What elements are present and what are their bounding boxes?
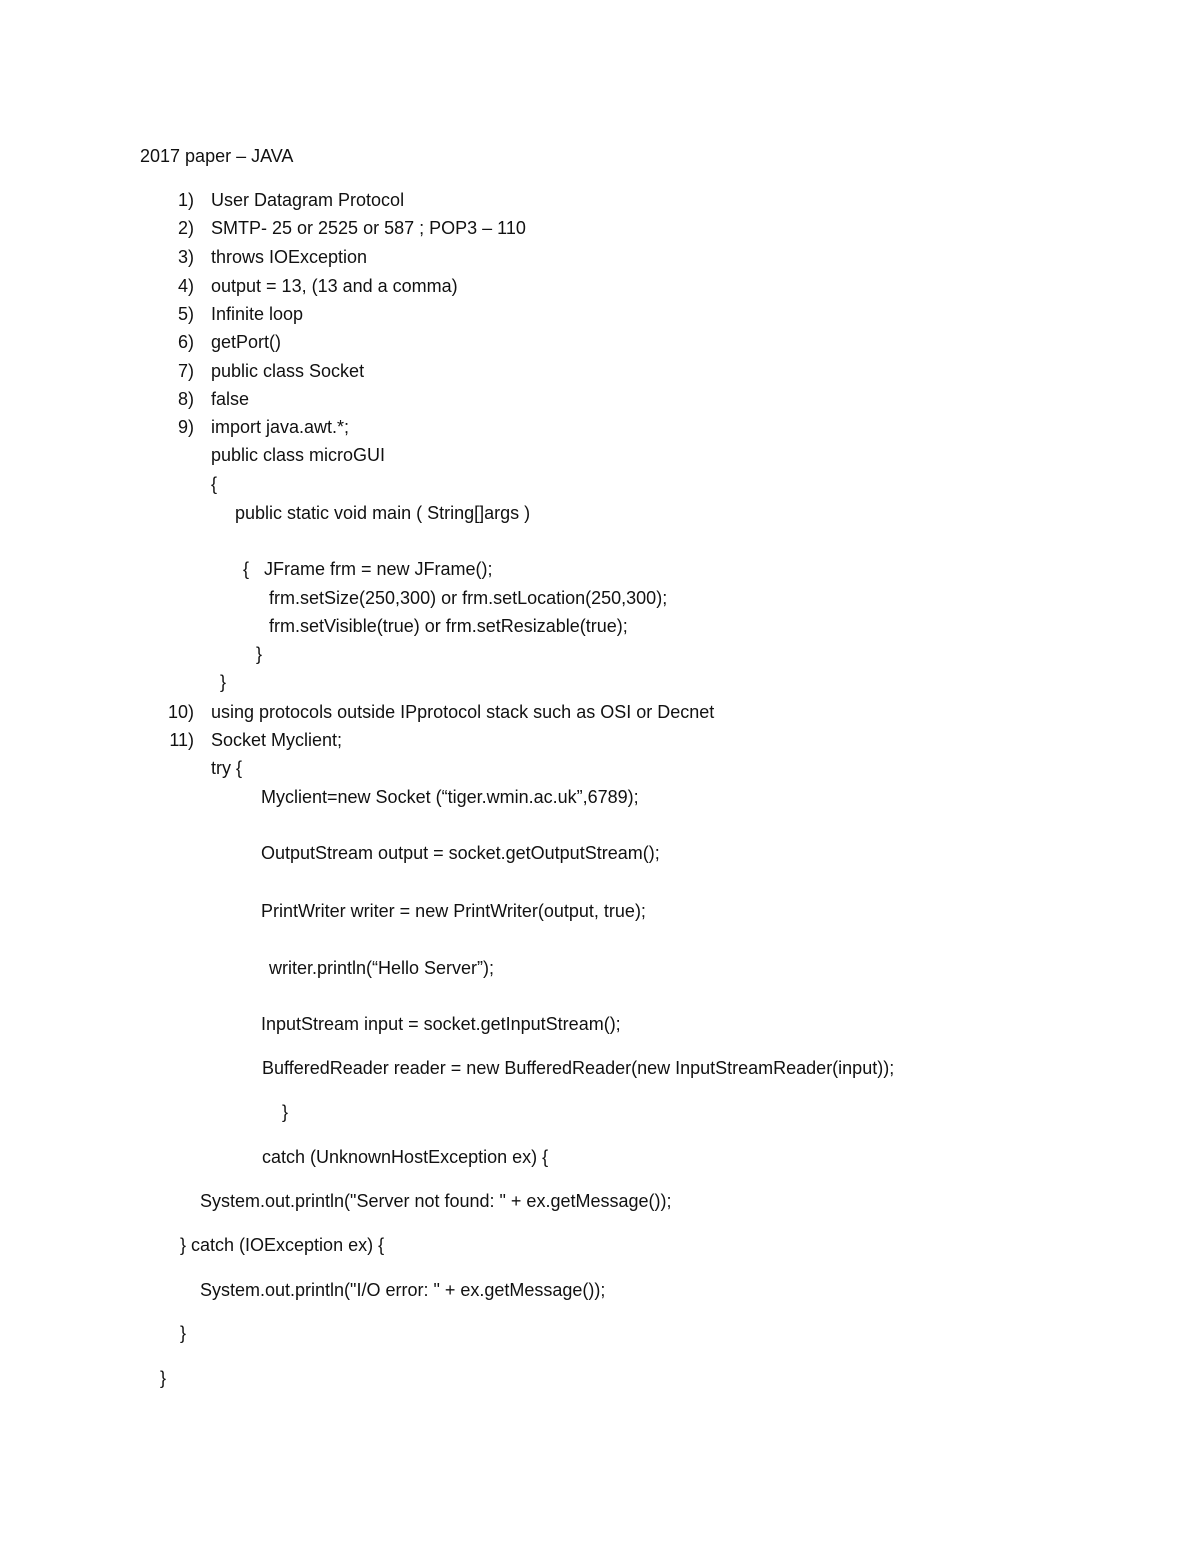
answer-text: SMTP- 25 or 2525 or 587 ; POP3 – 110 — [211, 218, 526, 238]
code-line: System.out.println("I/O error: " + ex.getMessage()); — [200, 1280, 606, 1300]
answer-number: 2) — [177, 218, 194, 238]
code-line: BufferedReader reader = new BufferedReader(new InputStreamReader(input)); — [262, 1058, 895, 1078]
code-line: frm.setVisible(true) or frm.setResizable(true); — [269, 616, 628, 636]
answer-number: 7) — [177, 361, 194, 381]
code-line: } catch (IOException ex) { — [180, 1235, 385, 1255]
code-line: Socket Myclient; — [211, 730, 343, 750]
code-line: writer.println(“Hello Server”); — [269, 958, 495, 978]
code-line: frm.setSize(250,300) or frm.setLocation(250,300); — [269, 588, 668, 608]
code-line: { — [211, 474, 218, 494]
code-line: PrintWriter writer = new PrintWriter(output, true); — [261, 901, 646, 921]
answer-number: 9) — [177, 417, 194, 437]
code-line: } — [282, 1102, 289, 1122]
code-line: { JFrame frm = new JFrame(); — [243, 559, 493, 579]
page-title: 2017 paper – JAVA — [140, 146, 294, 166]
code-line: public static void main ( String[]args ) — [235, 503, 531, 523]
answer-number: 1) — [177, 190, 194, 210]
answer-text: getPort() — [211, 332, 282, 352]
answer-text: false — [211, 389, 250, 409]
code-line: } — [180, 1323, 187, 1343]
code-line: public class microGUI — [211, 445, 386, 465]
code-line: OutputStream output = socket.getOutputStream(); — [261, 843, 660, 863]
answer-number: 3) — [177, 247, 194, 267]
answer-number: 4) — [177, 276, 194, 296]
answer-text: output = 13, (13 and a comma) — [211, 276, 458, 296]
answer-number: 5) — [177, 304, 194, 324]
code-line: import java.awt.*; — [211, 417, 350, 437]
code-line: } — [160, 1368, 167, 1388]
code-line: Myclient=new Socket (“tiger.wmin.ac.uk”,6789); — [261, 787, 639, 807]
code-line: try { — [211, 758, 243, 778]
answer-number: 11) — [169, 730, 194, 750]
code-line: System.out.println("Server not found: " + ex.getMessage()); — [200, 1191, 672, 1211]
answer-text: User Datagram Protocol — [211, 190, 405, 210]
answer-number: 8) — [177, 389, 194, 409]
answer-text: throws IOException — [211, 247, 368, 267]
answer-number: 10) — [167, 702, 194, 722]
code-line: } — [220, 672, 227, 692]
answer-number: 6) — [177, 332, 194, 352]
answer-text: public class Socket — [211, 361, 365, 381]
answer-text: using protocols outside IPprotocol stack such as OSI or Decnet — [211, 702, 715, 722]
code-line: catch (UnknownHostException ex) { — [262, 1147, 549, 1167]
code-line: } — [256, 644, 263, 664]
code-line: InputStream input = socket.getInputStream(); — [261, 1014, 621, 1034]
answer-text: Infinite loop — [211, 304, 304, 324]
